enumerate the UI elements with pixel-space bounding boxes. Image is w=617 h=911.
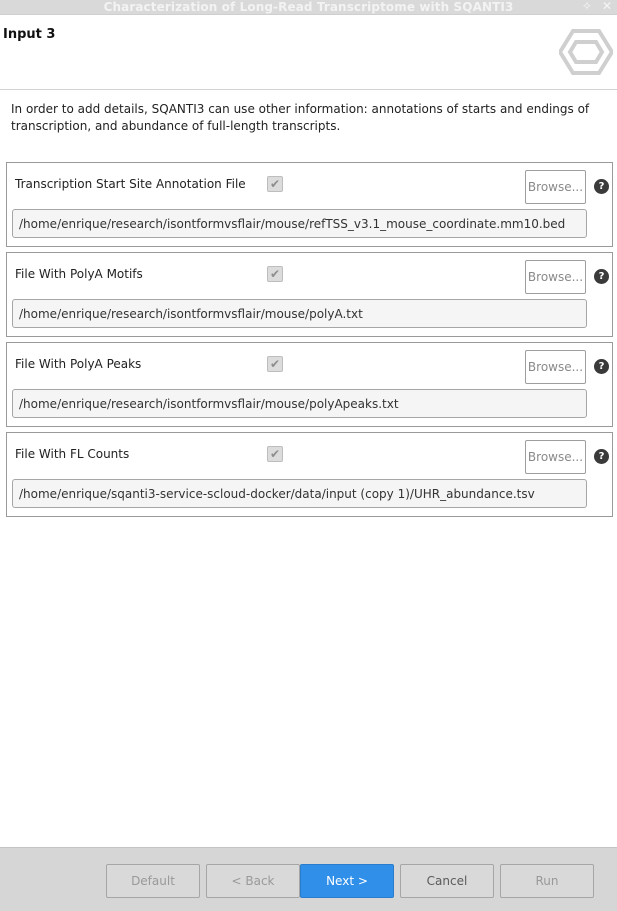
- close-icon[interactable]: ✕: [602, 0, 613, 13]
- fl-counts-browse-button[interactable]: Browse...: [525, 440, 586, 474]
- polya-peaks-label: File With PolyA Peaks: [15, 357, 142, 371]
- polya-peaks-checkbox[interactable]: ✔: [267, 356, 283, 372]
- page-description: In order to add details, SQANTI3 can use other information: annotations of starts and endings of transcription, and abundance of full-length transcripts.: [11, 102, 590, 133]
- tss-annotation-group: [6, 162, 613, 247]
- pin-icon[interactable]: ✧: [582, 0, 593, 13]
- polya-motifs-browse-button[interactable]: Browse...: [525, 260, 586, 294]
- help-icon[interactable]: ?: [594, 179, 609, 194]
- next-button[interactable]: Next >: [300, 864, 394, 898]
- tss-annotation-label: Transcription Start Site Annotation File: [15, 177, 246, 191]
- window-titlebar: [0, 0, 617, 15]
- tss-annotation-checkbox[interactable]: ✔: [267, 176, 283, 192]
- sqanti-logo-icon: [559, 28, 613, 79]
- back-button[interactable]: < Back: [206, 864, 300, 898]
- help-icon[interactable]: ?: [594, 449, 609, 464]
- run-button[interactable]: Run: [500, 864, 594, 898]
- fl-counts-label: File With FL Counts: [15, 447, 130, 461]
- cancel-button[interactable]: Cancel: [400, 864, 494, 898]
- polya-peaks-path-field[interactable]: /home/enrique/research/isontformvsflair/mouse/polyApeaks.txt: [12, 389, 587, 418]
- window-title: Characterization of Long-Read Transcriptome with SQANTI3: [103, 0, 514, 14]
- help-icon[interactable]: ?: [594, 269, 609, 284]
- polya-motifs-path-field[interactable]: /home/enrique/research/isontformvsflair/mouse/polyA.txt: [12, 299, 587, 328]
- fl-counts-path-field[interactable]: /home/enrique/sqanti3-service-scloud-docker/data/input (copy 1)/UHR_abundance.tsv: [12, 479, 587, 508]
- wizard-header: [0, 16, 617, 90]
- polya-motifs-group: [6, 252, 613, 337]
- page-title: Input 3: [3, 27, 56, 42]
- tss-annotation-path-field[interactable]: /home/enrique/research/isontformvsflair/mouse/refTSS_v3.1_mouse_coordinate.mm10.bed: [12, 209, 587, 238]
- polya-motifs-checkbox[interactable]: ✔: [267, 266, 283, 282]
- help-icon[interactable]: ?: [594, 359, 609, 374]
- polya-motifs-label: File With PolyA Motifs: [15, 267, 143, 281]
- fl-counts-checkbox[interactable]: ✔: [267, 446, 283, 462]
- fl-counts-group: [6, 432, 613, 517]
- tss-annotation-browse-button[interactable]: Browse...: [525, 170, 586, 204]
- polya-peaks-group: [6, 342, 613, 427]
- default-button[interactable]: Default: [106, 864, 200, 898]
- polya-peaks-browse-button[interactable]: Browse...: [525, 350, 586, 384]
- wizard-footer: [0, 847, 617, 911]
